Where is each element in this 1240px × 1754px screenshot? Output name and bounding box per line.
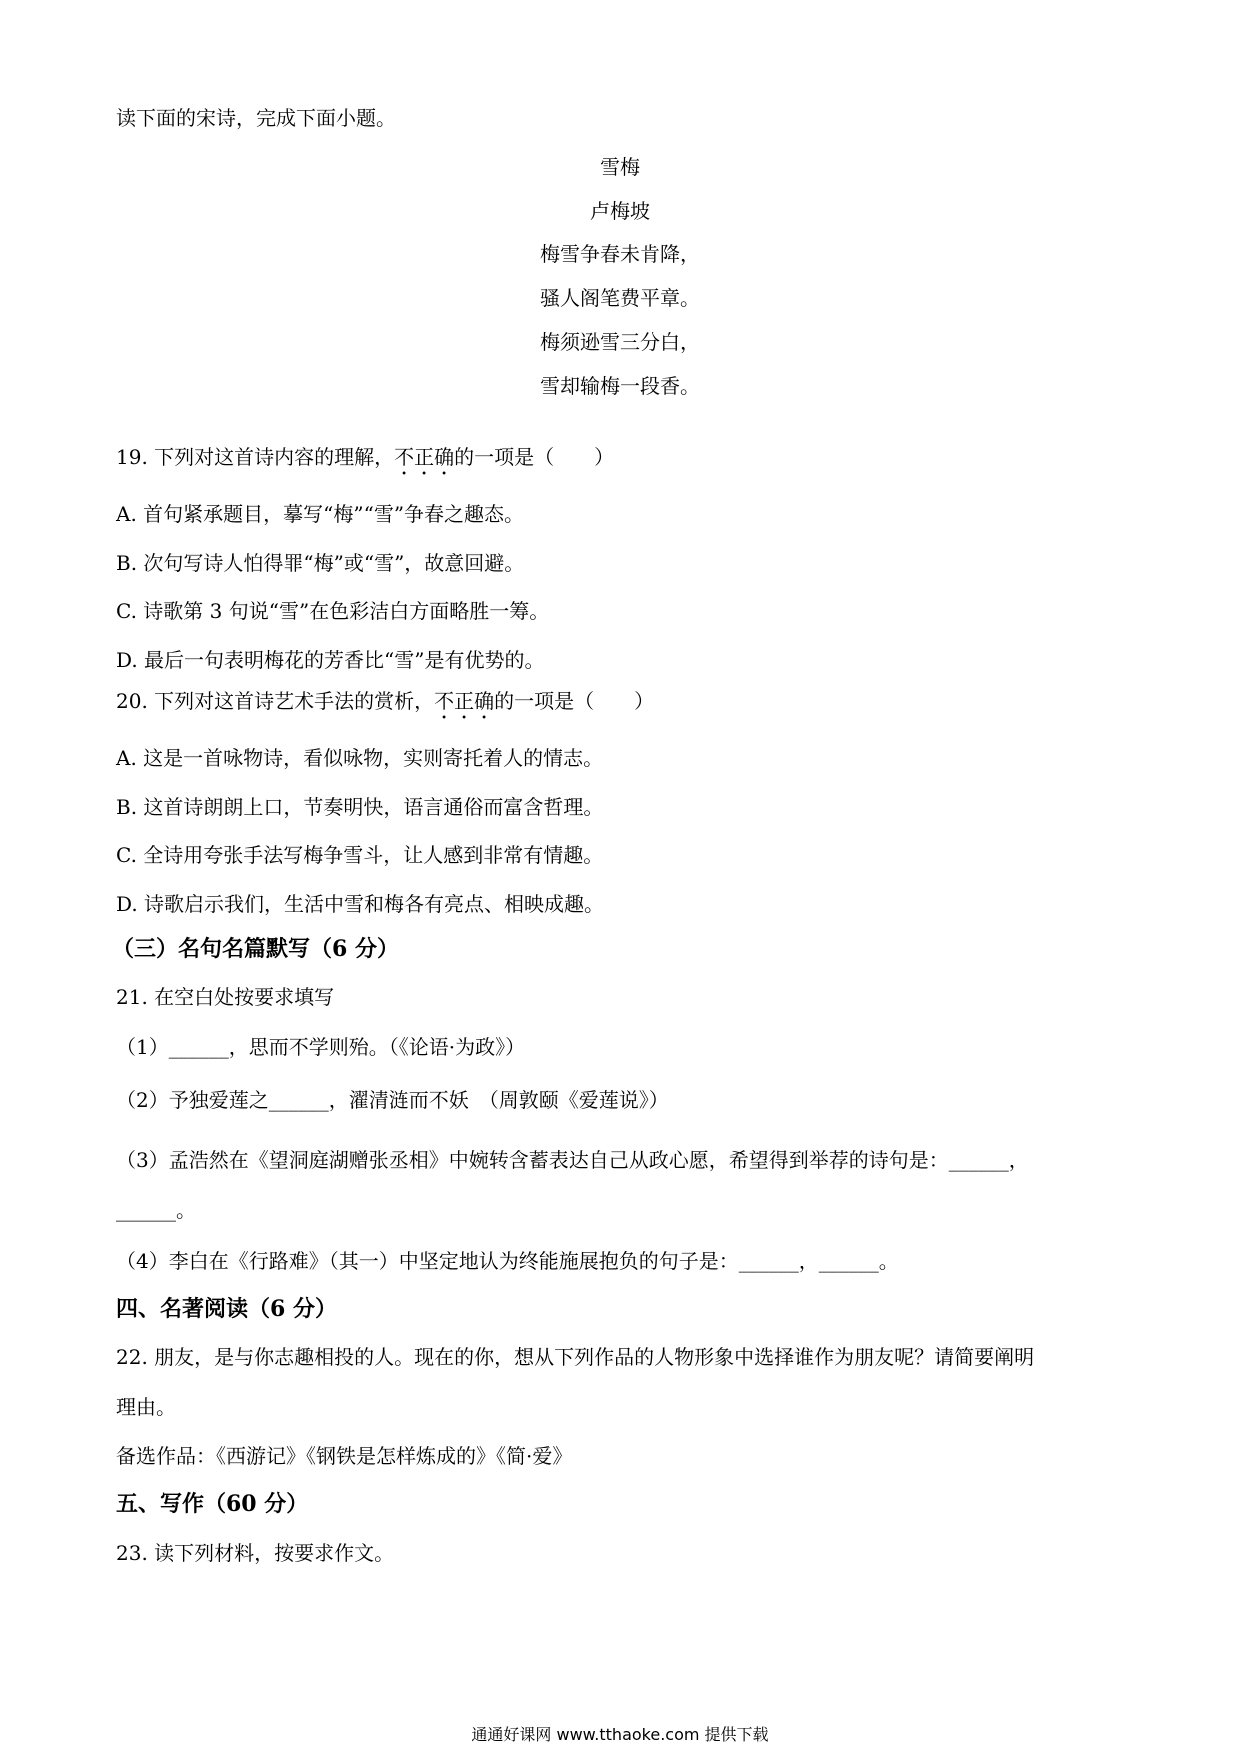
- stem-text: 的一项是（ ）: [454, 445, 615, 469]
- poem-line: 梅须逊雪三分白，: [540, 330, 700, 354]
- candidate-works: 备选作品：《西游记》《钢铁是怎样炼成的》《简·爱》: [116, 1444, 573, 1468]
- question-22-line-1: 22. 朋友，是与你志趣相投的人。现在的你，想从下列作品的人物形象中选择谁作为朋友呢？请简要阐明: [116, 1345, 1035, 1369]
- question-20-stem: [116, 687, 654, 724]
- poem-author: 卢梅坡: [590, 199, 650, 223]
- q19-option-d: D. 最后一句表明梅花的芳香比“雪”是有优势的。: [116, 648, 545, 672]
- q19-option-a: A. 首句紧承题目，摹写“梅”“雪”争春之趣态。: [116, 502, 525, 526]
- poem-title: 雪梅: [600, 155, 640, 179]
- emphasized-word: 不正确: [434, 689, 495, 713]
- poem-line: 梅雪争春未肯降，: [540, 242, 700, 266]
- q21-item-1: （1）______，思而不学则殆。（《论语·为政》）: [116, 1035, 526, 1059]
- q21-item-2: （2）予独爱莲之______，濯清涟而不妖 （周敦颐《爱莲说》）: [116, 1088, 669, 1112]
- question-21-stem: 21. 在空白处按要求填写: [116, 985, 335, 1009]
- emphasized-word: 不正确: [394, 445, 455, 469]
- q20-option-d: D. 诗歌启示我们，生活中雪和梅各有亮点、相映成趣。: [116, 892, 605, 916]
- section-heading-5: 五、写作（60 分）: [116, 1491, 309, 1517]
- question-19-stem: [116, 443, 614, 480]
- poem-line: 雪却输梅一段香。: [540, 374, 700, 398]
- question-23: 23. 读下列材料，按要求作文。: [116, 1541, 395, 1565]
- q20-option-a: A. 这是一首咏物诗，看似咏物，实则寄托着人的情志。: [116, 746, 604, 770]
- reading-instruction: 读下面的宋诗，完成下面小题。: [116, 106, 396, 130]
- stem-text: 20. 下列对这首诗艺术手法的赏析，: [116, 689, 435, 713]
- q21-item-3: （3）孟浩然在《望洞庭湖赠张丞相》中婉转含蓄表达自己从政心愿，希望得到举荐的诗句是：______，: [116, 1148, 1029, 1172]
- q20-option-b: B. 这首诗朗朗上口，节奏明快，语言通俗而富含哲理。: [116, 795, 604, 819]
- poem-line: 骚人阁笔费平章。: [540, 286, 700, 310]
- section-heading-3: （三）名句名篇默写（6 分）: [112, 936, 399, 962]
- q21-item-3-continued: ______。: [116, 1198, 196, 1222]
- q19-option-b: B. 次句写诗人怕得罪“梅”或“雪”，故意回避。: [116, 551, 525, 575]
- stem-text: 的一项是（ ）: [494, 689, 655, 713]
- section-heading-4: 四、名著阅读（6 分）: [116, 1296, 337, 1322]
- q20-option-c: C. 全诗用夸张手法写梅争雪斗，让人感到非常有情趣。: [116, 843, 604, 867]
- q21-item-4: （4）李白在《行路难》（其一）中坚定地认为终能施展抱负的句子是：______，______。: [116, 1249, 899, 1273]
- question-22-line-2: 理由。: [116, 1395, 176, 1419]
- q19-option-c: C. 诗歌第 3 句说“雪”在色彩洁白方面略胜一筹。: [116, 599, 550, 623]
- stem-text: 19. 下列对这首诗内容的理解，: [116, 445, 395, 469]
- footer-watermark: 通通好课网 www.tthaoke.com 提供下载: [471, 1725, 769, 1744]
